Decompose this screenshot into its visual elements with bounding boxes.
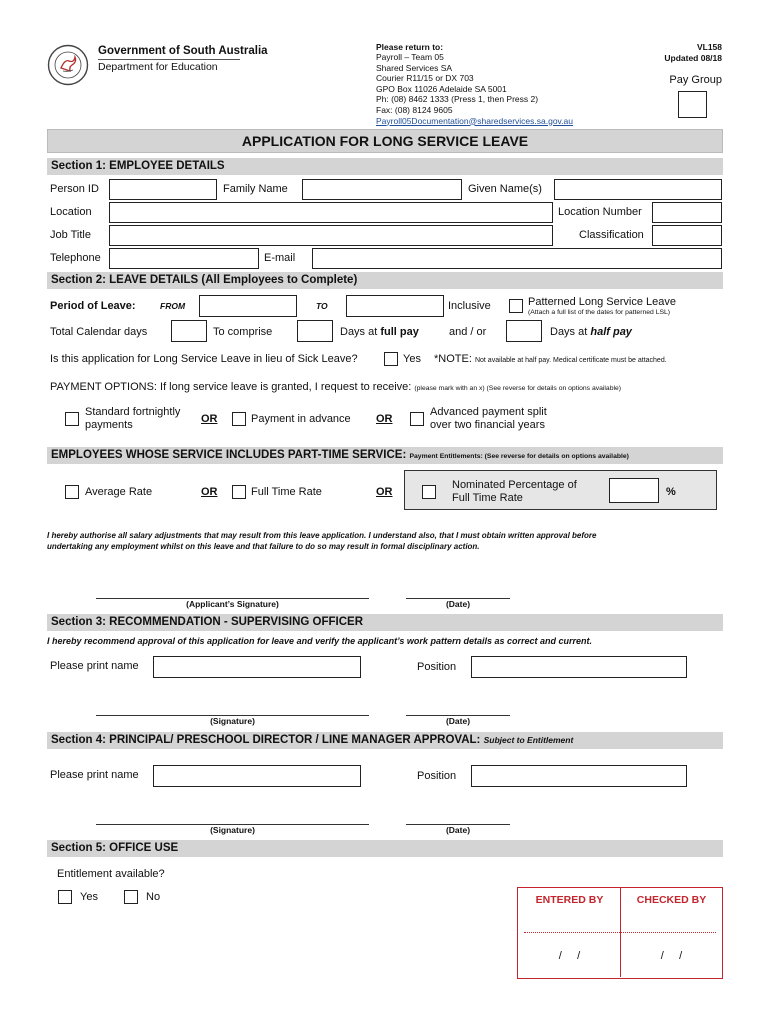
section4-signature-label: (Signature) [210,825,255,835]
location-input[interactable] [109,202,553,223]
return-title: Please return to: [376,42,444,52]
given-names-label: Given Name(s) [468,183,542,195]
government-crest-logo [47,44,89,86]
person-id-input[interactable] [109,179,217,200]
or-label-1: OR [201,413,218,425]
section3-heading: Section 3: RECOMMENDATION - SUPERVISING OFFICER [47,614,723,631]
and-or-label: and / or [449,326,487,338]
patterned-lsl-note: (Attach a full list of the dates for patterned LSL) [528,309,671,316]
section1-heading: Section 1: EMPLOYEE DETAILS [47,158,723,175]
section3-position-label: Position [417,661,457,673]
full-pay-label: Days at full pay [340,326,419,338]
sick-leave-yes-checkbox[interactable] [384,352,398,366]
or-label-3: OR [201,486,218,498]
applicant-date-label: (Date) [445,599,471,609]
section4-print-name-label: Please print name [50,769,139,781]
pay-group-input[interactable] [678,91,707,118]
section5-heading: Section 5: OFFICE USE [47,840,723,857]
standard-fortnightly-checkbox[interactable] [65,412,79,426]
inclusive-label: Inclusive [448,300,491,312]
return-address: Payroll – Team 05 Shared Services SA Courier R11/15 or DX 703 GPO Box 11026 Adelaide SA 5001 Ph: (08) 8462 1333 (Press 1, then Press 2) Fax: (08) 8124 9605 Payroll05Documentation@sharedservices.sa.gov.au [376,52,573,126]
person-id-label: Person ID [50,183,99,195]
payment-in-advance-label: Payment in advance [251,413,351,425]
leave-to-input[interactable] [346,295,444,317]
section3-date-label: (Date) [445,716,471,726]
section2-heading: Section 2: LEAVE DETAILS (All Employees to Complete) [47,272,723,289]
nominated-percentage-checkbox[interactable] [422,485,436,499]
full-time-rate-label: Full Time Rate [251,486,322,498]
classification-label: Classification [579,229,644,241]
to-label: TO [316,301,328,311]
applicant-signature-label: (Applicant’s Signature) [186,599,279,609]
email-label: E-mail [264,252,296,264]
full-time-rate-checkbox[interactable] [232,485,246,499]
sick-leave-note: *NOTE: Not available at half pay. Medical certificate must be attached. [434,353,667,365]
patterned-lsl-label: Patterned Long Service Leave [528,296,676,308]
entitlement-no-label: No [146,891,161,903]
form-code: VL158 [696,42,722,52]
job-title-label: Job Title [50,229,91,241]
classification-input[interactable] [652,225,722,246]
section3-print-name-label: Please print name [50,660,139,672]
checked-by-date[interactable]: / / [660,950,683,962]
or-label-2: OR [376,413,393,425]
telephone-input[interactable] [109,248,259,269]
advanced-split-checkbox[interactable] [410,412,424,426]
checked-by-label: CHECKED BY [636,894,707,906]
average-rate-label: Average Rate [85,486,153,498]
section4-position-input[interactable] [471,765,687,787]
full-pay-days-input[interactable] [297,320,333,342]
section4-heading: Section 4: PRINCIPAL/ PRESCHOOL DIRECTOR / LINE MANAGER APPROVAL: Subject to Entitlement [47,732,723,749]
section4-position-label: Position [417,770,457,782]
period-of-leave-label: Period of Leave: [50,300,136,312]
entitlement-no-checkbox[interactable] [124,890,138,904]
authorisation-statement: I hereby authorise all salary adjustments that may result from this leave application. I understand also, that I must obtain written approval before undertaking any employment whilst on this leave and that failure to do so may result in formal disciplinary action. [47,531,597,551]
sick-leave-question: Is this application for Long Service Leave in lieu of Sick Leave? [50,353,358,365]
nominated-percentage-label: Nominated Percentage of Full Time Rate [452,479,577,504]
dept-name: Department for Education [98,61,218,73]
half-pay-days-input[interactable] [506,320,542,342]
given-names-input[interactable] [554,179,722,200]
or-label-4: OR [376,486,393,498]
email-input[interactable] [312,248,722,269]
entered-by-label: ENTERED BY [535,894,604,906]
advanced-split-label: Advanced payment split over two financial years [430,406,547,431]
sick-leave-yes-label: Yes [403,353,421,365]
average-rate-checkbox[interactable] [65,485,79,499]
pay-group-label: Pay Group [669,74,722,86]
location-number-input[interactable] [652,202,722,223]
section3-signature-label: (Signature) [210,716,255,726]
total-calendar-days-label: Total Calendar days [50,326,148,338]
entitlement-yes-label: Yes [80,891,98,903]
section4-print-name-input[interactable] [153,765,361,787]
leave-from-input[interactable] [199,295,297,317]
recommendation-statement: I hereby recommend approval of this application for leave and verify the applicant’s work pattern details as correct and current. [47,636,592,646]
standard-fortnightly-label: Standard fortnightly payments [85,406,181,431]
part-time-heading: EMPLOYEES WHOSE SERVICE INCLUDES PART-TIME SERVICE: Payment Entitlements: (See reverse for details on options available) [47,447,723,464]
patterned-lsl-checkbox[interactable] [509,299,523,313]
org-name: Government of South Australia [98,45,268,57]
total-days-input[interactable] [171,320,207,342]
location-number-label: Location Number [558,206,642,218]
nominated-percentage-input[interactable] [609,478,659,503]
entitlement-yes-checkbox[interactable] [58,890,72,904]
telephone-label: Telephone [50,252,101,264]
payment-options-label: PAYMENT OPTIONS: If long service leave is granted, I request to receive: (please mark with an x) (See reverse for details on options available) [50,381,622,393]
return-email-link[interactable]: Payroll05Documentation@sharedservices.sa.gov.au [376,115,573,126]
family-name-label: Family Name [223,183,288,195]
location-label: Location [50,206,92,218]
entitlement-available-label: Entitlement available? [57,868,165,880]
entered-by-date[interactable]: / / [558,950,581,962]
job-title-input[interactable] [109,225,553,246]
section3-print-name-input[interactable] [153,656,361,678]
section3-position-input[interactable] [471,656,687,678]
payment-in-advance-checkbox[interactable] [232,412,246,426]
from-label: FROM [160,301,186,311]
form-updated: Updated 08/18 [664,53,722,63]
percent-sign: % [666,486,676,498]
family-name-input[interactable] [302,179,462,200]
half-pay-label: Days at half pay [550,326,632,338]
section4-date-label: (Date) [445,825,471,835]
to-comprise-label: To comprise [213,326,273,338]
form-title: APPLICATION FOR LONG SERVICE LEAVE [47,129,723,153]
